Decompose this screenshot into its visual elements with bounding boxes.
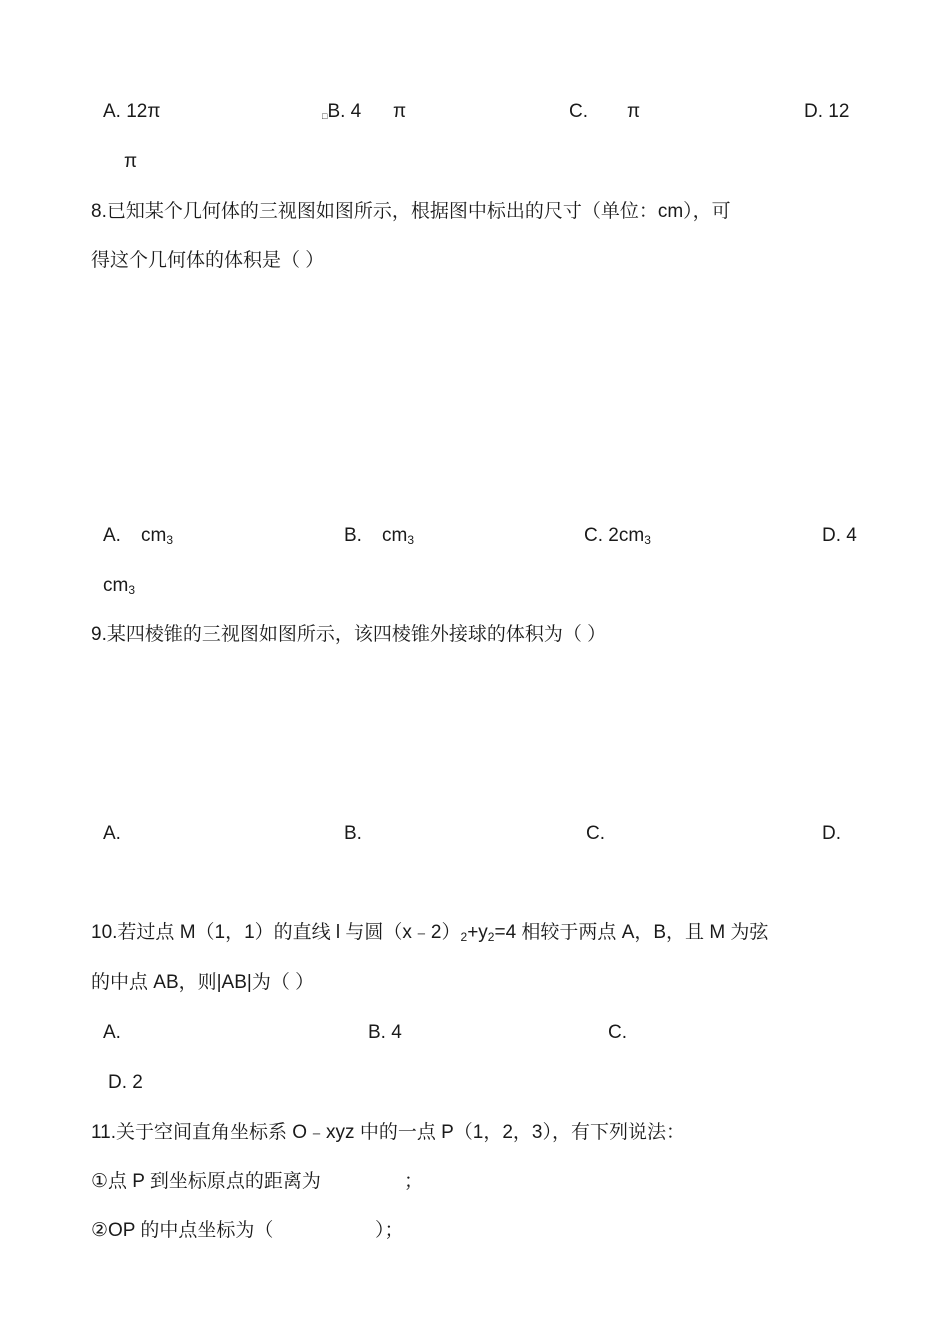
q7-option-b-mark: □ — [322, 111, 328, 121]
q8-option-a-unit — [141, 524, 173, 549]
q8-stem-line1: 8.已知某个几何体的三视图如图所示，根据图中标出的尺寸（单位：cm），可 — [91, 201, 731, 222]
q9-option-c: C. — [586, 823, 605, 844]
q8-option-d-unit — [103, 574, 135, 599]
q10-stem-part-a: 10.若过点 M（1，1）的直线 l 与圆（x﹣2） — [91, 922, 461, 943]
q10-stem-part-c: =4 相较于两点 A，B，且 M 为弦 — [494, 922, 769, 943]
q8-option-d: D. 4 — [822, 525, 857, 546]
q9-option-a: A. — [103, 823, 121, 844]
q10-option-a: A. — [103, 1022, 121, 1043]
q8-option-c — [584, 524, 651, 549]
q8-option-b-unit-text: cm — [382, 525, 408, 546]
q10-stem-line1 — [91, 921, 768, 946]
q7-option-d: D. 12 — [804, 101, 850, 122]
q11-stem-line1: 11.关于空间直角坐标系 O﹣xyz 中的一点 P（1，2，3），有下列说法： — [91, 1122, 685, 1143]
q8-option-b: B. — [344, 525, 362, 546]
q8-option-c-text: C. 2cm — [584, 525, 645, 546]
q11-item-1: ①点 P 到坐标原点的距离为 — [91, 1171, 321, 1192]
q9-option-d: D. — [822, 823, 841, 844]
q9-option-b: B. — [344, 823, 362, 844]
q7-option-a: A. 12π — [103, 101, 161, 122]
q8-option-b-unit — [382, 524, 414, 549]
q10-option-d: D. 2 — [108, 1072, 143, 1093]
q10-exp-y: 2 — [487, 930, 495, 944]
q8-option-b-exp: 3 — [407, 533, 415, 547]
q8-stem-line2: 得这个几何体的体积是（ ） — [91, 250, 325, 271]
q7-option-b-pi: π — [393, 101, 407, 122]
q10-option-c: C. — [608, 1022, 627, 1043]
q8-option-d-exp: 3 — [128, 583, 136, 597]
q10-option-b: B. 4 — [368, 1022, 402, 1043]
q7-option-d-pi: π — [124, 151, 138, 172]
q7-option-b-label: B. 4 — [327, 101, 362, 122]
q9-stem-line1: 9.某四棱锥的三视图如图所示，该四棱锥外接球的体积为（ ） — [91, 624, 607, 645]
q7-option-c: C. — [569, 101, 588, 122]
q10-stem-part-b: +y — [467, 922, 488, 943]
q8-option-d-unit-text: cm — [103, 575, 129, 596]
q7-option-c-pi: π — [627, 101, 641, 122]
q8-option-a-exp: 3 — [166, 533, 174, 547]
q11-item-2: ②OP 的中点坐标为（ — [91, 1220, 274, 1241]
q8-option-a: A. — [103, 525, 121, 546]
q10-exp-x: 2 — [460, 930, 468, 944]
q10-stem-line2: 的中点 AB，则|AB|为（ ） — [91, 972, 315, 993]
q11-item-2-end: ）； — [375, 1220, 404, 1241]
q8-option-c-exp: 3 — [644, 533, 651, 547]
q8-option-a-unit-text: cm — [141, 525, 167, 546]
q11-item-1-end: ； — [404, 1171, 424, 1192]
q7-option-b — [322, 100, 361, 126]
